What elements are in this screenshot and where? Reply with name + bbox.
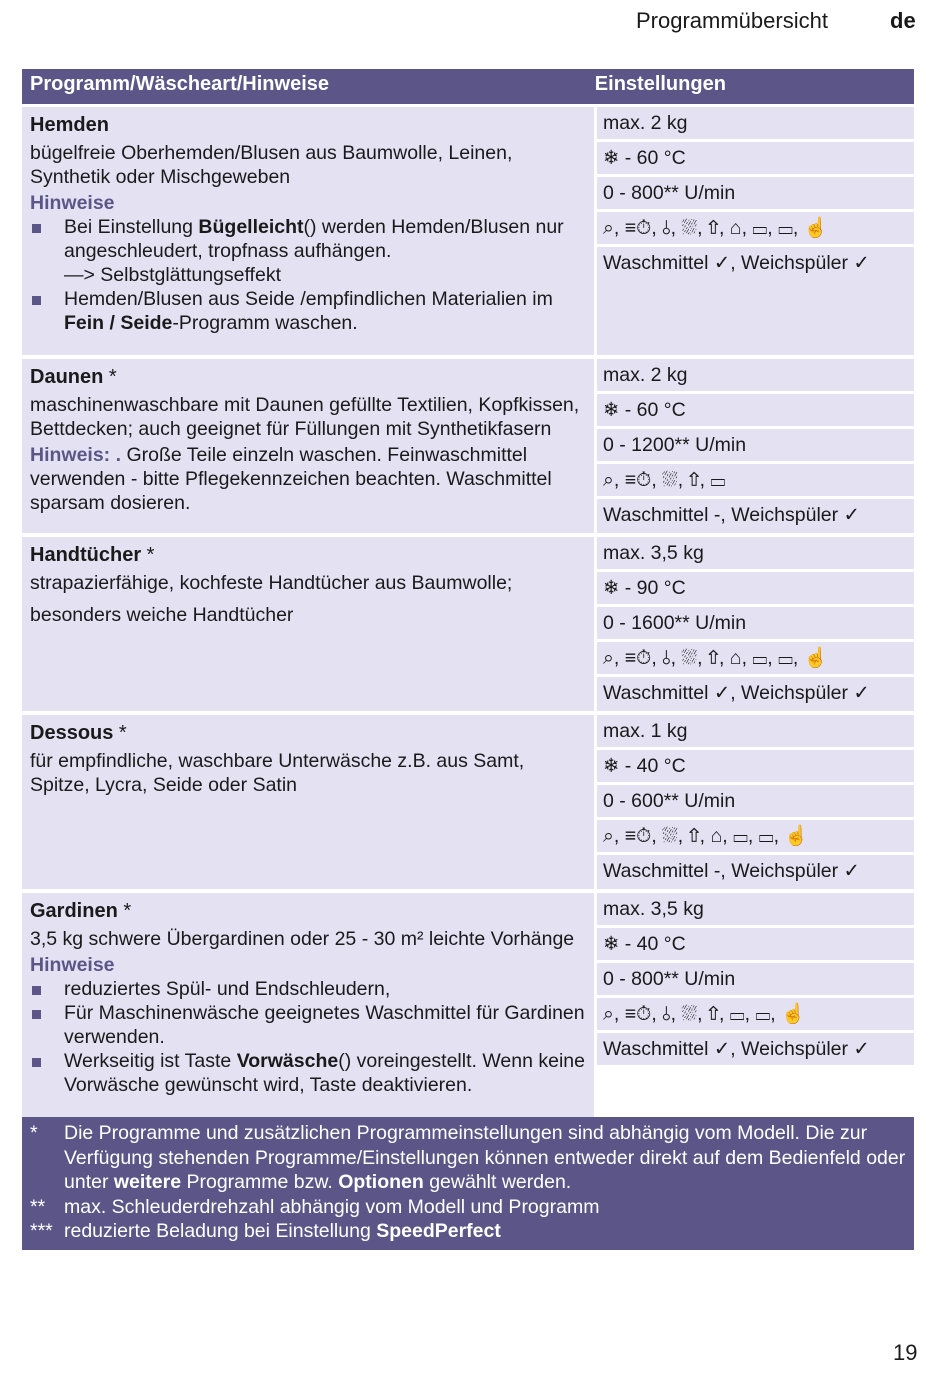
section-desc-2: besonders weiche Handtücher [30, 604, 294, 626]
setting-temperature: ❄ - 90 °C [597, 572, 914, 604]
section-title: Daunen * [30, 366, 117, 388]
hint-bullet: Bei Einstellung Bügelleicht() werden Hemden/Blusen nur angeschleudert, tropfnass aufhängen. [30, 215, 586, 263]
hint-text: Hinweis: . Große Teile einzeln waschen. Feinwaschmittel verwenden - bitte Pflegekennzeichen beachten. Waschmittel sparsam dosieren. [30, 444, 552, 514]
section-gardinen-settings [597, 893, 914, 1117]
section-gardinen-description [22, 893, 594, 1117]
section-desc: bügelfreie Oberhemden/Blusen aus Baumwolle, Leinen, Synthetik oder Mischgeweben [30, 142, 513, 188]
footnote-1: * Die Programme und zusätzlichen Programmeinstellungen sind abhängig vom Modell. Die zur Verfügung stehenden Programme/Einstellungen können entweder direkt auf dem Bedienfeld oder unter weitere Programme bzw. Optionen gewählt werden. [30, 1122, 906, 1193]
setting-spin: 0 - 600** U/min [597, 785, 914, 817]
section-dessous-settings [597, 715, 914, 889]
language-code: de [890, 8, 916, 33]
setting-temperature: ❄ - 60 °C [597, 142, 914, 174]
section-title: Handtücher * [30, 544, 155, 566]
hint-bullet: reduziertes Spül- und Endschleudern, [30, 977, 586, 1001]
section-handtuecher-description [22, 537, 594, 711]
setting-temperature: ❄ - 60 °C [597, 394, 914, 426]
setting-load: max. 1 kg [597, 715, 914, 747]
section-daunen-settings [597, 359, 914, 533]
setting-load: max. 2 kg [597, 107, 914, 139]
hint-label: Hinweise [30, 192, 115, 214]
section-desc: maschinenwaschbare mit Daunen gefüllte Textilien, Kopfkissen, Bettdecken; auch geeignet für Füllungen mit Synthetikfasern [30, 394, 580, 440]
setting-detergent: Waschmittel ✓, Weichspüler ✓ [597, 247, 914, 355]
section-desc: für empfindliche, waschbare Unterwäsche z.B. aus Samt, Spitze, Lycra, Seide oder Satin [30, 750, 525, 796]
table-header-settings: Einstellungen [594, 73, 726, 95]
setting-detergent: Waschmittel ✓, Weichspüler ✓ [597, 677, 914, 711]
section-dessous [22, 715, 914, 893]
page-header-title: Programmübersicht [636, 8, 828, 33]
section-hemden [22, 107, 914, 359]
section-hemden-settings [597, 107, 914, 355]
section-gardinen [22, 893, 914, 1117]
section-hemden-description [22, 107, 594, 355]
setting-load: max. 3,5 kg [597, 893, 914, 925]
setting-detergent: Waschmittel -, Weichspüler ✓ [597, 855, 914, 889]
table-header [22, 69, 914, 107]
hint-arrow-line: —> Selbstglättungseffekt [64, 264, 281, 286]
table-header-programs: Programm/Wäscheart/Hinweise [30, 73, 329, 95]
page-number: 19 [893, 1340, 918, 1365]
section-title: Dessous * [30, 722, 127, 744]
setting-options-icons: ⌕, ≡⏱, ⛆, ⇧, ⌂, ▭, ▭, ☝ [597, 820, 914, 852]
hint-bullet: Werkseitig ist Taste Vorwäsche() voreingestellt. Wenn keine Vorwäsche gewünscht wird, Taste deaktivieren. [30, 1049, 586, 1097]
section-desc: 3,5 kg schwere Übergardinen oder 25 - 30 m² leichte Vorhänge [30, 928, 575, 950]
section-handtuecher-settings [597, 537, 914, 711]
setting-spin: 0 - 800** U/min [597, 963, 914, 995]
setting-spin: 0 - 1600** U/min [597, 607, 914, 639]
setting-options-icons: ⌕, ≡⏱, ⫰, ⛆, ⇧, ⌂, ▭, ▭, ☝ [597, 642, 914, 674]
footnote-2: ** max. Schleuderdrehzahl abhängig vom Modell und Programm [30, 1195, 600, 1218]
setting-detergent: Waschmittel ✓, Weichspüler ✓ [597, 1033, 914, 1065]
setting-detergent: Waschmittel -, Weichspüler ✓ [597, 499, 914, 533]
section-title: Gardinen * [30, 900, 132, 922]
setting-options-icons: ⌕, ≡⏱, ⫰, ⛆, ⇧, ▭, ▭, ☝ [597, 998, 914, 1030]
setting-spin: 0 - 1200** U/min [597, 429, 914, 461]
section-handtuecher [22, 537, 914, 715]
setting-temperature: ❄ - 40 °C [597, 928, 914, 960]
setting-options-icons: ⌕, ≡⏱, ⛆, ⇧, ▭ [597, 464, 914, 496]
setting-load: max. 3,5 kg [597, 537, 914, 569]
setting-load: max. 2 kg [597, 359, 914, 391]
setting-options-icons: ⌕, ≡⏱, ⫰, ⛆, ⇧, ⌂, ▭, ▭, ☝ [597, 212, 914, 244]
footnote-3: *** reduzierte Beladung bei Einstellung SpeedPerfect [30, 1220, 501, 1242]
setting-temperature: ❄ - 40 °C [597, 750, 914, 782]
section-daunen-description [22, 359, 594, 533]
section-title: Hemden [30, 114, 109, 136]
hint-bullet: Hemden/Blusen aus Seide /empfindlichen Materialien im Fein / Seide-Programm waschen. [30, 287, 586, 335]
hint-bullet: Für Maschinenwäsche geeignetes Waschmittel für Gardinen verwenden. [30, 1001, 586, 1049]
section-dessous-description [22, 715, 594, 889]
hint-label: Hinweise [30, 954, 115, 976]
section-desc: strapazierfähige, kochfeste Handtücher aus Baumwolle; [30, 572, 513, 594]
section-daunen [22, 359, 914, 537]
program-table [22, 69, 914, 1250]
setting-spin: 0 - 800** U/min [597, 177, 914, 209]
footnotes-box [22, 1117, 914, 1250]
